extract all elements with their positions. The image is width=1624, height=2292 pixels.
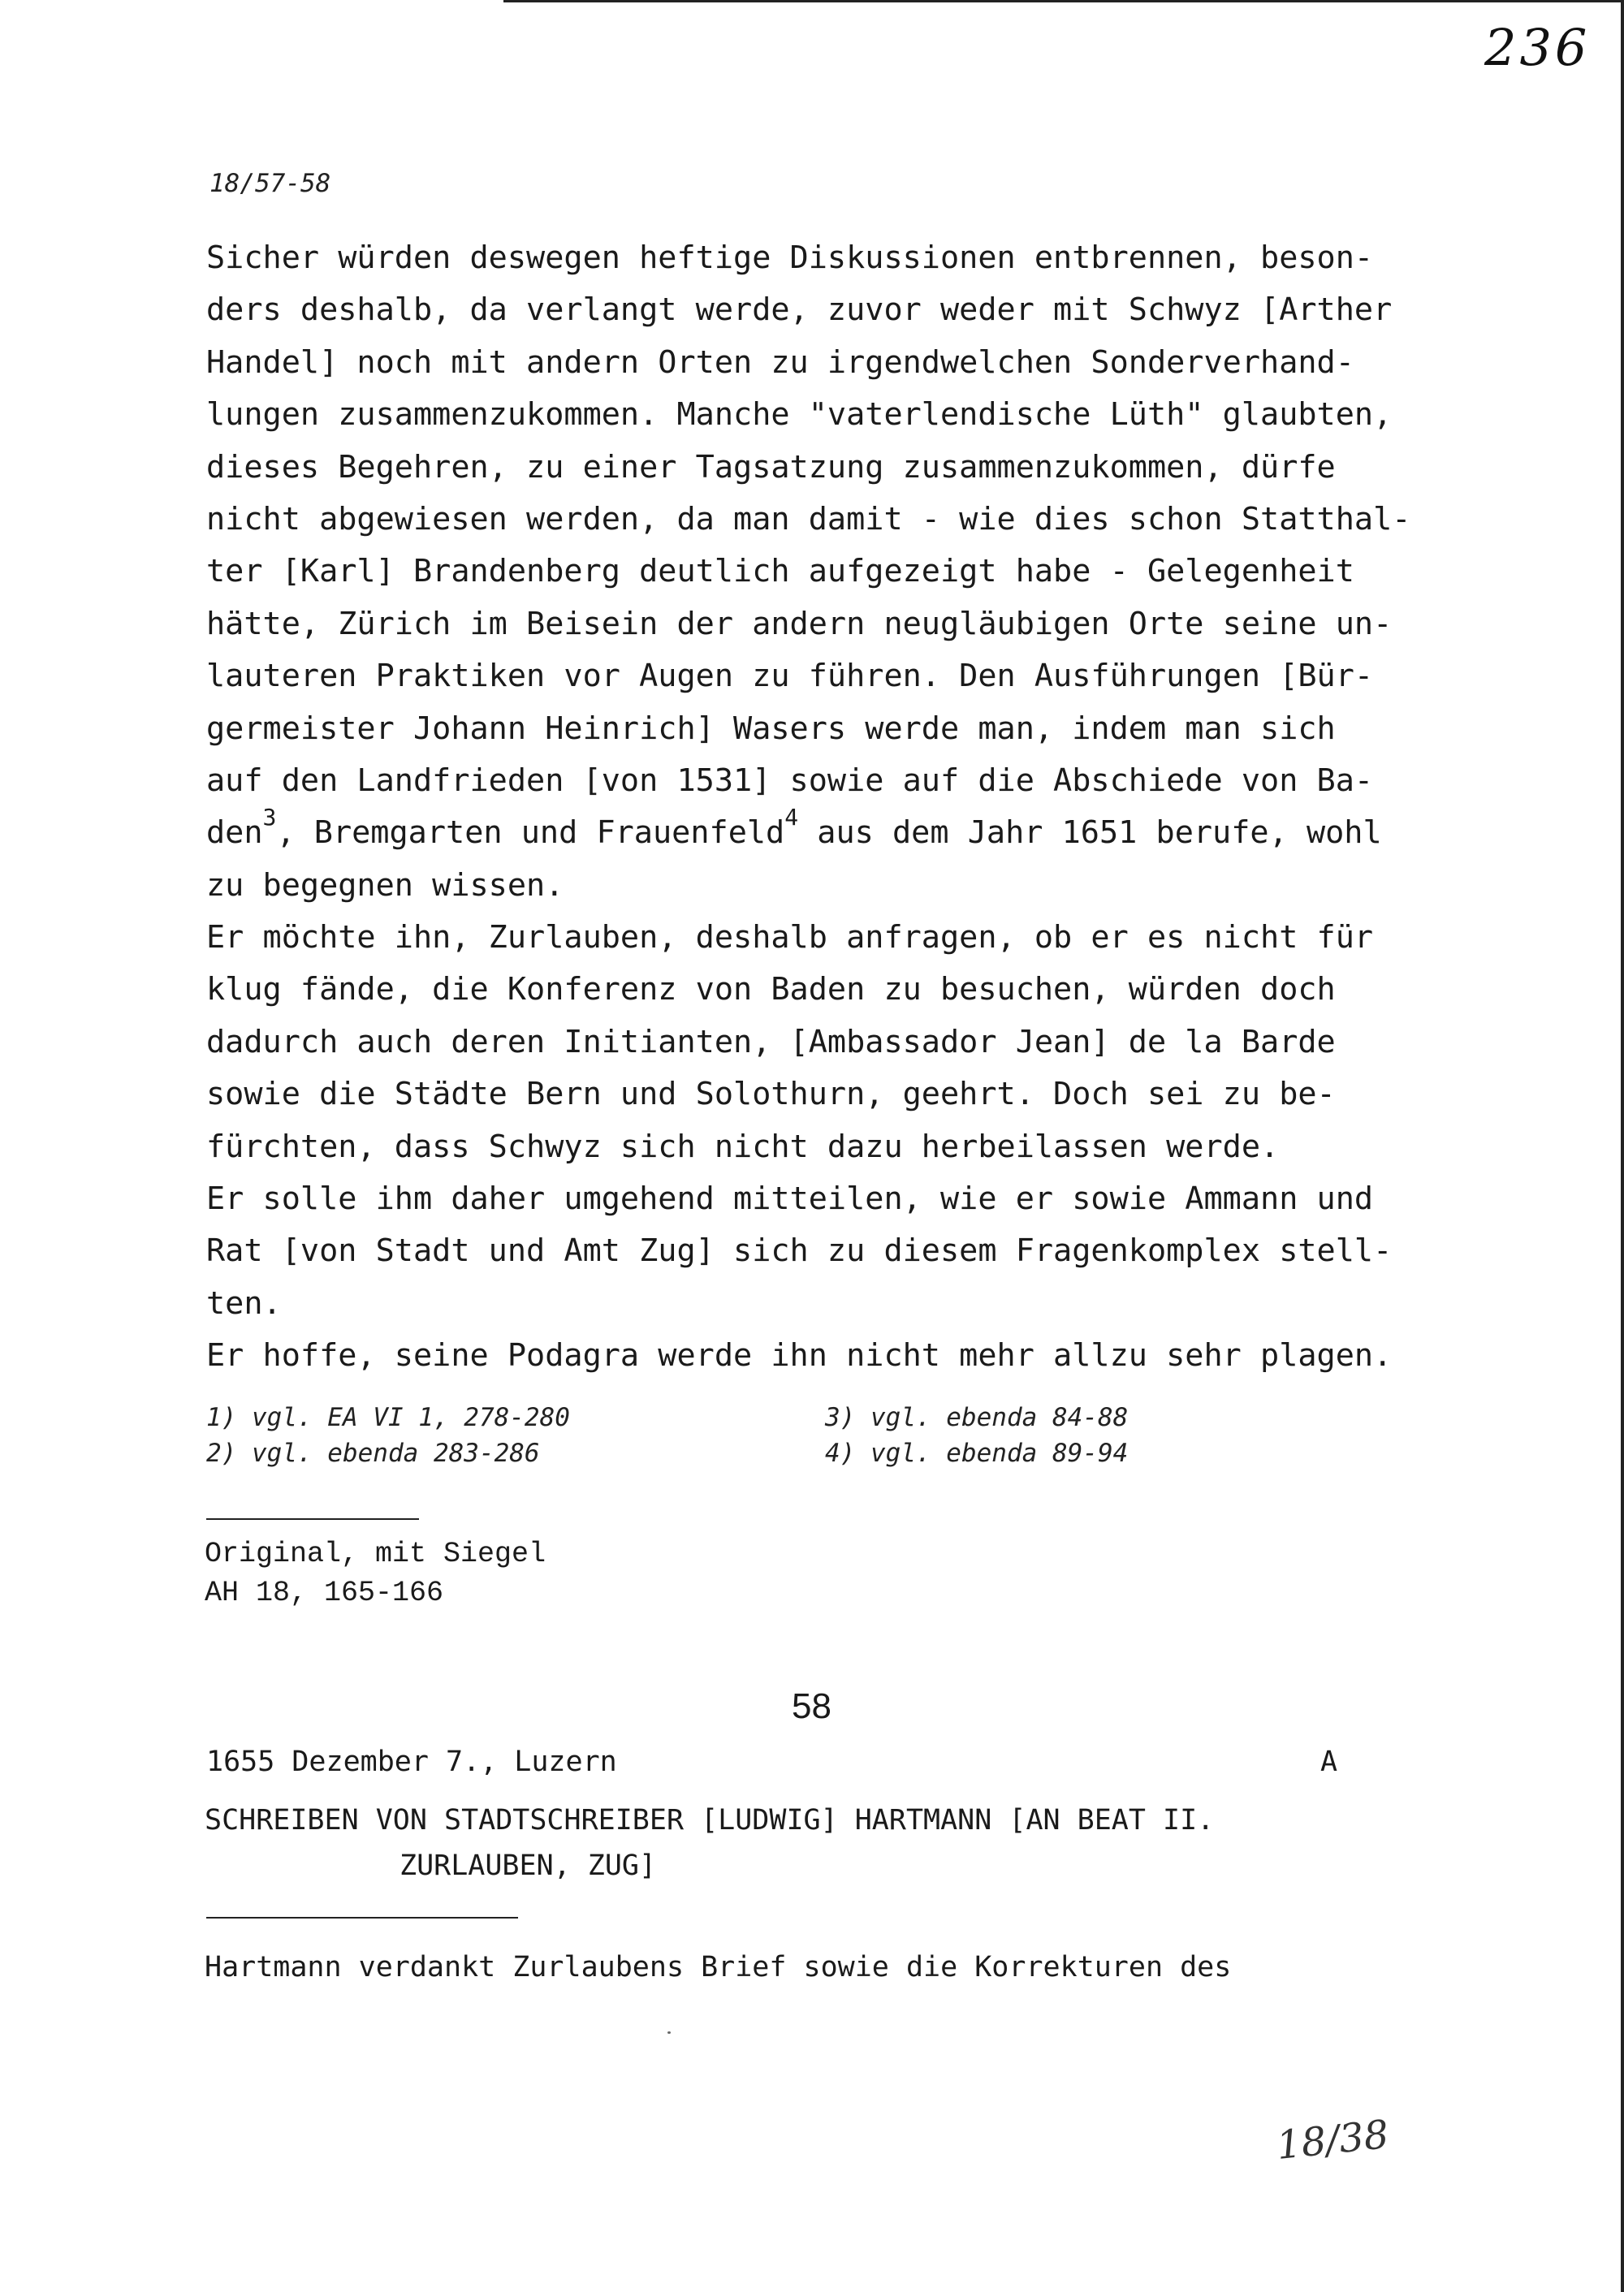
- document-heading: [205, 1798, 1214, 1888]
- letter-body: [206, 232, 1473, 1383]
- body-text-segment: den: [206, 814, 263, 852]
- body-line: germeister Johann Heinrich] Wasers werde man, indem man sich: [206, 710, 1336, 747]
- handwritten-archive-number: 18/38: [1274, 2111, 1391, 2169]
- body-text-segment: aus dem Jahr 1651 berufe, wohl: [798, 814, 1382, 852]
- body-line: Er möchte ihn, Zurlauben, deshalb anfragen, ob er es nicht für: [206, 919, 1374, 956]
- footnote-2: 2) vgl. ebenda 283-286: [206, 1439, 540, 1468]
- body-line: dieses Begehren, zu einer Tagsatzung zusammenzukommen, dürfe: [206, 448, 1336, 486]
- source-line-archive: AH 18, 165-166: [205, 1577, 444, 1609]
- document-date-place: 1655 Dezember 7., Luzern: [206, 1746, 617, 1778]
- body-line: Er hoffe, seine Podagra werde ihn nicht mehr allzu sehr plagen.: [206, 1337, 1393, 1375]
- heading-line-1: SCHREIBEN VON STADTSCHREIBER [LUDWIG] HARTMANN [AN BEAT II.: [205, 1804, 1215, 1837]
- document-code: A: [1320, 1746, 1338, 1778]
- handwritten-page-number: 236: [1484, 18, 1591, 77]
- footnote-ref-4: 4: [784, 804, 799, 831]
- page-right-edge: [1621, 0, 1624, 2292]
- footnote-3: 3) vgl. ebenda 84-88: [825, 1403, 1129, 1432]
- body-line: nicht abgewiesen werden, da man damit - wie dies schon Statthal-: [206, 500, 1411, 537]
- document-summary-start: Hartmann verdankt Zurlaubens Brief sowie die Korrekturen des: [205, 1951, 1232, 1983]
- source-note: [205, 1534, 546, 1612]
- source-line-original: Original, mit Siegel: [205, 1538, 546, 1570]
- page-top-edge: [503, 0, 1624, 2]
- footnote-ref-3: 3: [262, 804, 277, 831]
- body-line: zu begegnen wissen.: [206, 866, 564, 904]
- document-reference: 18/57-58: [209, 169, 331, 198]
- body-line-with-footnote-refs: [206, 804, 1473, 859]
- body-line: auf den Landfrieden [von 1531] sowie auf die Abschiede von Ba-: [206, 762, 1374, 799]
- document-number: 58: [792, 1686, 831, 1726]
- body-line: Er solle ihm daher umgehend mitteilen, wie er sowie Ammann und: [206, 1181, 1374, 1218]
- body-line: dadurch auch deren Initianten, [Ambassador Jean] de la Barde: [206, 1023, 1336, 1060]
- footnotes-left-column: [206, 1400, 570, 1471]
- body-line: ten.: [206, 1284, 282, 1322]
- heading-line-2: ZURLAUBEN, ZUG]: [400, 1850, 657, 1882]
- body-line: fürchten, dass Schwyz sich nicht dazu herbeilassen werde.: [206, 1128, 1280, 1165]
- heading-divider: [206, 1917, 518, 1919]
- body-line: ders deshalb, da verlangt werde, zuvor weder mit Schwyz [Arther: [206, 291, 1393, 329]
- body-line: Rat [von Stadt und Amt Zug] sich zu diesem Fragenkomplex stell-: [206, 1232, 1393, 1270]
- scan-speck: [667, 2031, 671, 2034]
- body-line: Handel] noch mit andern Orten zu irgendwelchen Sonderverhand-: [206, 343, 1354, 381]
- footnotes-right-column: [825, 1400, 1128, 1471]
- body-line: ter [Karl] Brandenberg deutlich aufgezeigt habe - Gelegenheit: [206, 553, 1354, 590]
- footnote-4: 4) vgl. ebenda 89-94: [825, 1439, 1129, 1468]
- body-line: lungen zusammenzukommen. Manche "vaterlendische Lüth" glaubten,: [206, 396, 1393, 434]
- body-line: klug fände, die Konferenz von Baden zu besuchen, würden doch: [206, 971, 1336, 1008]
- body-line: sowie die Städte Bern und Solothurn, geehrt. Doch sei zu be-: [206, 1076, 1336, 1113]
- body-line: hätte, Zürich im Beisein der andern neugläubigen Orte seine un-: [206, 605, 1393, 642]
- body-text-segment: , Bremgarten und Frauenfeld: [276, 814, 785, 852]
- footnote-1: 1) vgl. EA VI 1, 278-280: [206, 1403, 570, 1432]
- section-divider: [206, 1518, 419, 1520]
- body-line: lauteren Praktiken vor Augen zu führen. Den Ausführungen [Bür-: [206, 658, 1374, 695]
- body-line: Sicher würden deswegen heftige Diskussionen entbrennen, beson-: [206, 240, 1374, 276]
